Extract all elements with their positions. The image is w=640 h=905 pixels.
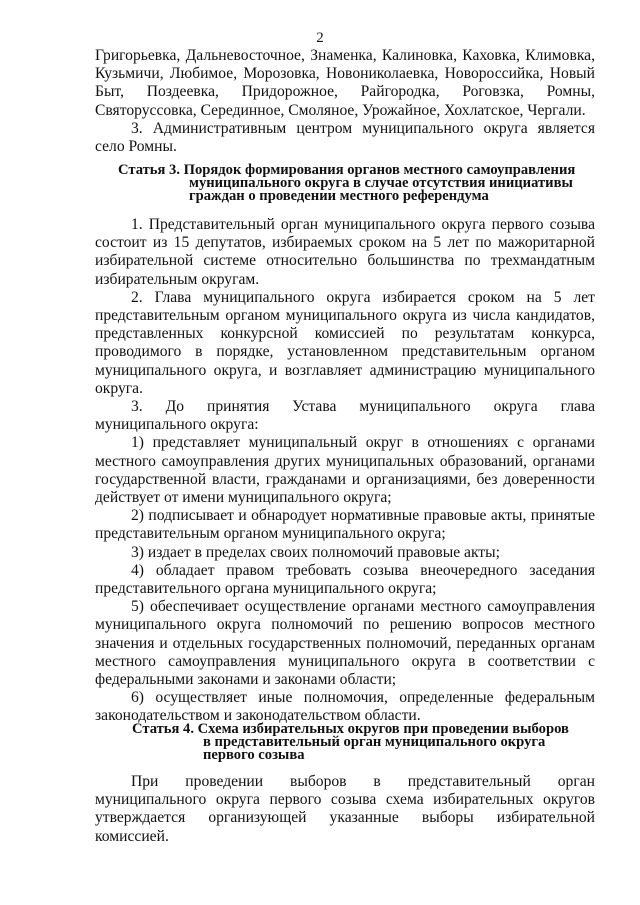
article-3-body [95, 216, 595, 726]
article-3-paragraph-3: 3. До принятия Устава муниципального округа глава муниципального округа: [95, 398, 595, 434]
article-4-heading-line-1: Статья 4. Схема избирательных округов при проведении выборов [132, 721, 569, 737]
article-4-body [95, 773, 595, 846]
admin-center-paragraph: 3. Административным центром муниципального округа является село Ромны. [95, 119, 595, 156]
article-3-item-5: 5) обеспечивает осуществление органами местного самоуправления муниципального округа полномочий по решению вопросов местного значения и отдельных государственных полномочий, переданных органам местного самоуправления муниципального округа в соответствии с федеральными законами и законами области; [95, 598, 595, 689]
article-3-item-6: 6) осуществляет иные полномочия, определенные федеральным законодательством и законодательством области. [95, 689, 595, 725]
settlements-line-4: Святоруссовка, Серединное, Смоляное, Урожайное, Хохлатское, Чергали. [95, 101, 586, 119]
article-3-heading-line-1: Статья 3. Порядок формирования органов местного самоуправления [118, 162, 576, 178]
article-3-item-1: 1) представляет муниципальный округ в отношениях с органами местного самоуправления других муниципальных образований, органами государственной власти, гражданами и организациями, без доверенности действует от имени муниципального округа; [95, 434, 595, 507]
settlements-line-1: Григорьевка, Дальневосточное, Знаменка, Калиновка, Каховка, Климовка, [95, 47, 595, 64]
settlements-line-2: Кузьмичи, Любимое, Морозовка, Новониколаевка, Новороссийка, Новый [95, 65, 595, 83]
article-3-item-2: 2) подписывает и обнародует нормативные правовые акты, принятые представительным органом муниципального округа; [95, 507, 595, 543]
article-3-paragraph-2: 2. Глава муниципального округа избирается сроком на 5 лет представительным органом муниципального округа из числа кандидатов, представленных конкурсной комиссией по результатам конкурса, проводимого в порядке, установленном представительным органом муниципального округа, и возглавляет администрацию муниципального округа. [95, 288, 595, 397]
page-number: 2 [316, 30, 324, 46]
settlements-list [95, 47, 595, 156]
article-3-item-3: 3) издает в пределах своих полномочий правовые акты; [131, 543, 500, 561]
article-3-item-4: 4) обладает правом требовать созыва внеочередного заседания представительного органа муниципального округа; [95, 561, 595, 598]
article-3-paragraph-1: 1. Представительный орган муниципального округа первого созыва состоит из 15 депутатов, избираемых сроком на 5 лет по мажоритарной избирательной системе относительно большинства по трехмандатным избирательным округам. [95, 216, 595, 288]
article-4-heading-line-2: в представительный орган муниципального округа [203, 734, 546, 750]
article-3-heading [118, 164, 575, 203]
article-4-heading [132, 723, 569, 762]
article-4-heading-line-3: первого созыва [203, 747, 305, 763]
article-3-heading-line-2: муниципального округа в случае отсутствия инициативы [189, 175, 573, 191]
article-3-heading-line-3: граждан о проведении местного референдума [189, 188, 489, 204]
settlements-line-3: Быт, Поздеевка, Придорожное, Райгородка, Роговзка, Ромны, [95, 83, 595, 101]
article-4-paragraph-1: При проведении выборов в представительный орган муниципального округа первого созыва схема избирательных округов утверждается организующей указанные выборы избирательной комиссией. [95, 773, 595, 845]
